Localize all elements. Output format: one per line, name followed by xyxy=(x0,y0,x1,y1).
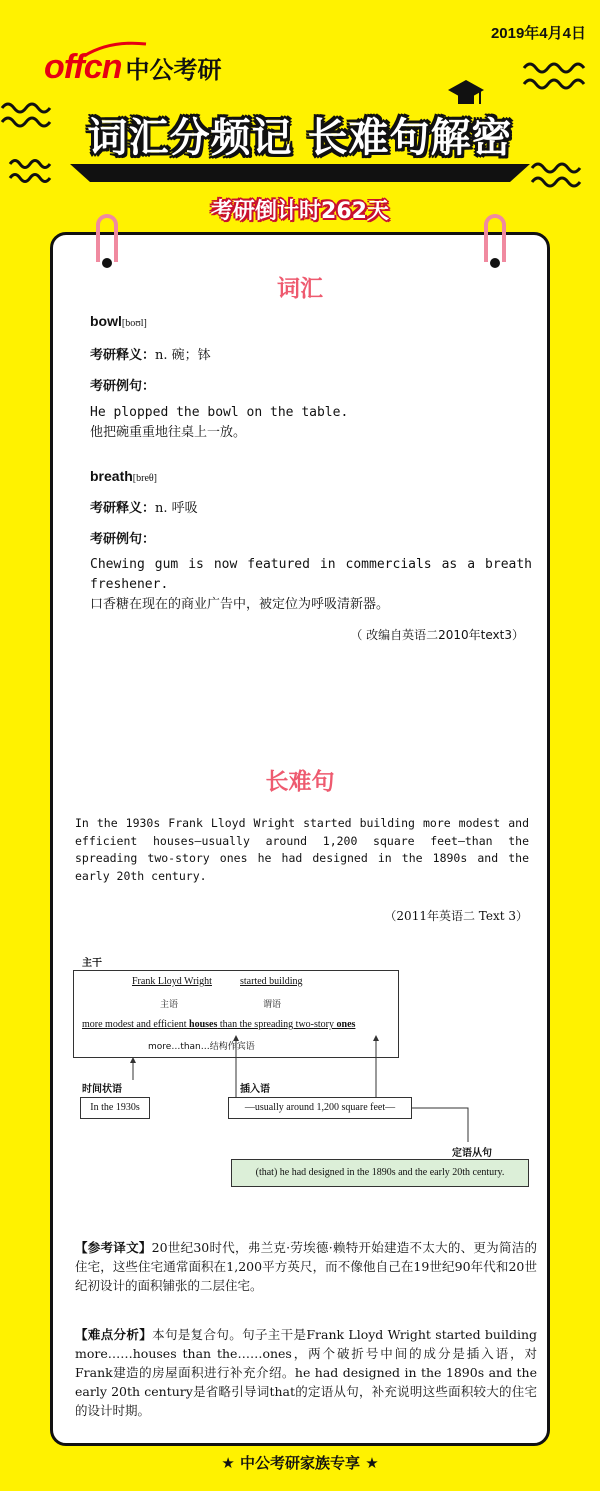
diagram-predicate: started building xyxy=(240,976,303,987)
diagram-predicate-tag: 谓语 xyxy=(263,1000,282,1010)
title-banner-underline xyxy=(70,160,530,190)
vocab-word-2-meaning-row xyxy=(90,497,198,519)
diagram-insert-label: 插入语 xyxy=(240,1084,270,1095)
logo-cn: 中公考研 xyxy=(125,57,222,84)
diagram-object-pre: more modest and efficient xyxy=(82,1019,190,1030)
diagram-adverbial-label: 时间状语 xyxy=(82,1084,122,1095)
vocab-word-2-meaning: n. 呼吸 xyxy=(155,501,198,516)
example-label: 考研例句： xyxy=(90,379,156,394)
diagram-attr-box: (that) he had designed in the 1890s and the early 20th century. xyxy=(231,1159,529,1187)
vocab-word-1-term: bowl xyxy=(90,313,122,329)
vocab-word-2-example-cn: 口香糖在现在的商业广告中，被定位为呼吸清新器。 xyxy=(90,597,390,612)
vocab-word-2-example-en: Chewing gum is now featured in commercials as a breath freshener. xyxy=(90,557,532,592)
vocab-word-1-meaning: n. 碗；钵 xyxy=(155,348,211,363)
vocab-word-1-example-en: He plopped the bowl on the table. xyxy=(90,405,349,420)
sentence-text: In the 1930s Frank Lloyd Wright started building more modest and efficient houses—usually around 1,200 square feet—than the spreading two-story ones he had designed in the 1890s and the early 20th century. xyxy=(75,816,529,883)
vocab-word-2-ipa: [breθ] xyxy=(132,473,158,484)
meaning-label-2: 考研释义： xyxy=(90,501,156,516)
diagram-object-mid: than the spreading two-story xyxy=(217,1019,337,1030)
example-label-2: 考研例句： xyxy=(90,532,156,547)
sentence-section-title: 长难句 xyxy=(265,769,335,795)
vocab-section-title: 词汇 xyxy=(277,276,323,302)
squiggle-decoration-right xyxy=(520,58,596,98)
translation-text: 20世纪30时代，弗兰克·劳埃德·赖特开始建造不太大的、更为简洁的住宅，这些住宅通常面积在1,200平方英尺，而不像他自己在19世纪90年代和20世纪初设计的面积铺张的二层住宅。 xyxy=(75,1240,537,1293)
analysis-block xyxy=(75,1325,537,1420)
page-title: 词汇分频记 长难句解密 xyxy=(87,115,513,161)
vocab-word-1-meaning-row xyxy=(90,344,211,366)
sentence-source: （2011年英语二 Text 3） xyxy=(384,909,528,923)
vocab-word-2-source: （ 改编自英语二2010年text3） xyxy=(350,628,524,642)
diagram-insert-box: —usually around 1,200 square feet— xyxy=(228,1097,412,1119)
binder-ring-left xyxy=(96,214,118,262)
diagram-subject-tag: 主语 xyxy=(160,1000,179,1010)
vocab-word-1-example-cn: 他把碗重重地往桌上一放。 xyxy=(90,425,247,440)
translation-label: 【参考译文】 xyxy=(75,1240,152,1255)
logo-swoosh-icon xyxy=(80,40,150,60)
binder-ring-right xyxy=(484,214,506,262)
meaning-label: 考研释义： xyxy=(90,348,156,363)
countdown-label: 考研倒计时262天 xyxy=(211,199,389,224)
translation-block xyxy=(75,1238,537,1295)
diagram-main-label: 主干 xyxy=(82,958,102,969)
date-label: 2019年4月4日 xyxy=(490,25,586,42)
analysis-label: 【难点分析】 xyxy=(75,1327,153,1342)
diagram-object-ones: ones xyxy=(336,1019,356,1030)
binder-hole-right xyxy=(490,258,500,268)
analysis-text: 本句是复合句。句子主干是Frank Lloyd Wright started building more……houses than the……ones，两个破折号中间的成分是插入语，对Frank建造的房屋面积进行补充介绍。he had designed in the 1890s and the early 20th century是省略引导词that的定语从句，补充说明这些面积较大的住宅的设计时期。 xyxy=(75,1327,537,1418)
diagram-adverbial-box: In the 1930s xyxy=(80,1097,150,1119)
footer-text: ★ 中公考研家族专享 ★ xyxy=(221,1454,379,1472)
diagram-attr-label: 定语从句 xyxy=(452,1148,492,1159)
logo-latin: offcn xyxy=(44,48,122,86)
diagram-subject: Frank Lloyd Wright xyxy=(132,976,212,987)
vocab-word-2-term: breath xyxy=(90,468,133,484)
vocab-word-1 xyxy=(90,311,147,330)
binder-hole-left xyxy=(102,258,112,268)
vocab-word-1-ipa: [boʊl] xyxy=(121,318,147,329)
diagram-object-houses: houses xyxy=(189,1019,218,1030)
diagram-object-tag: more…than…结构作宾语 xyxy=(148,1042,255,1052)
vocab-word-2 xyxy=(90,466,157,485)
